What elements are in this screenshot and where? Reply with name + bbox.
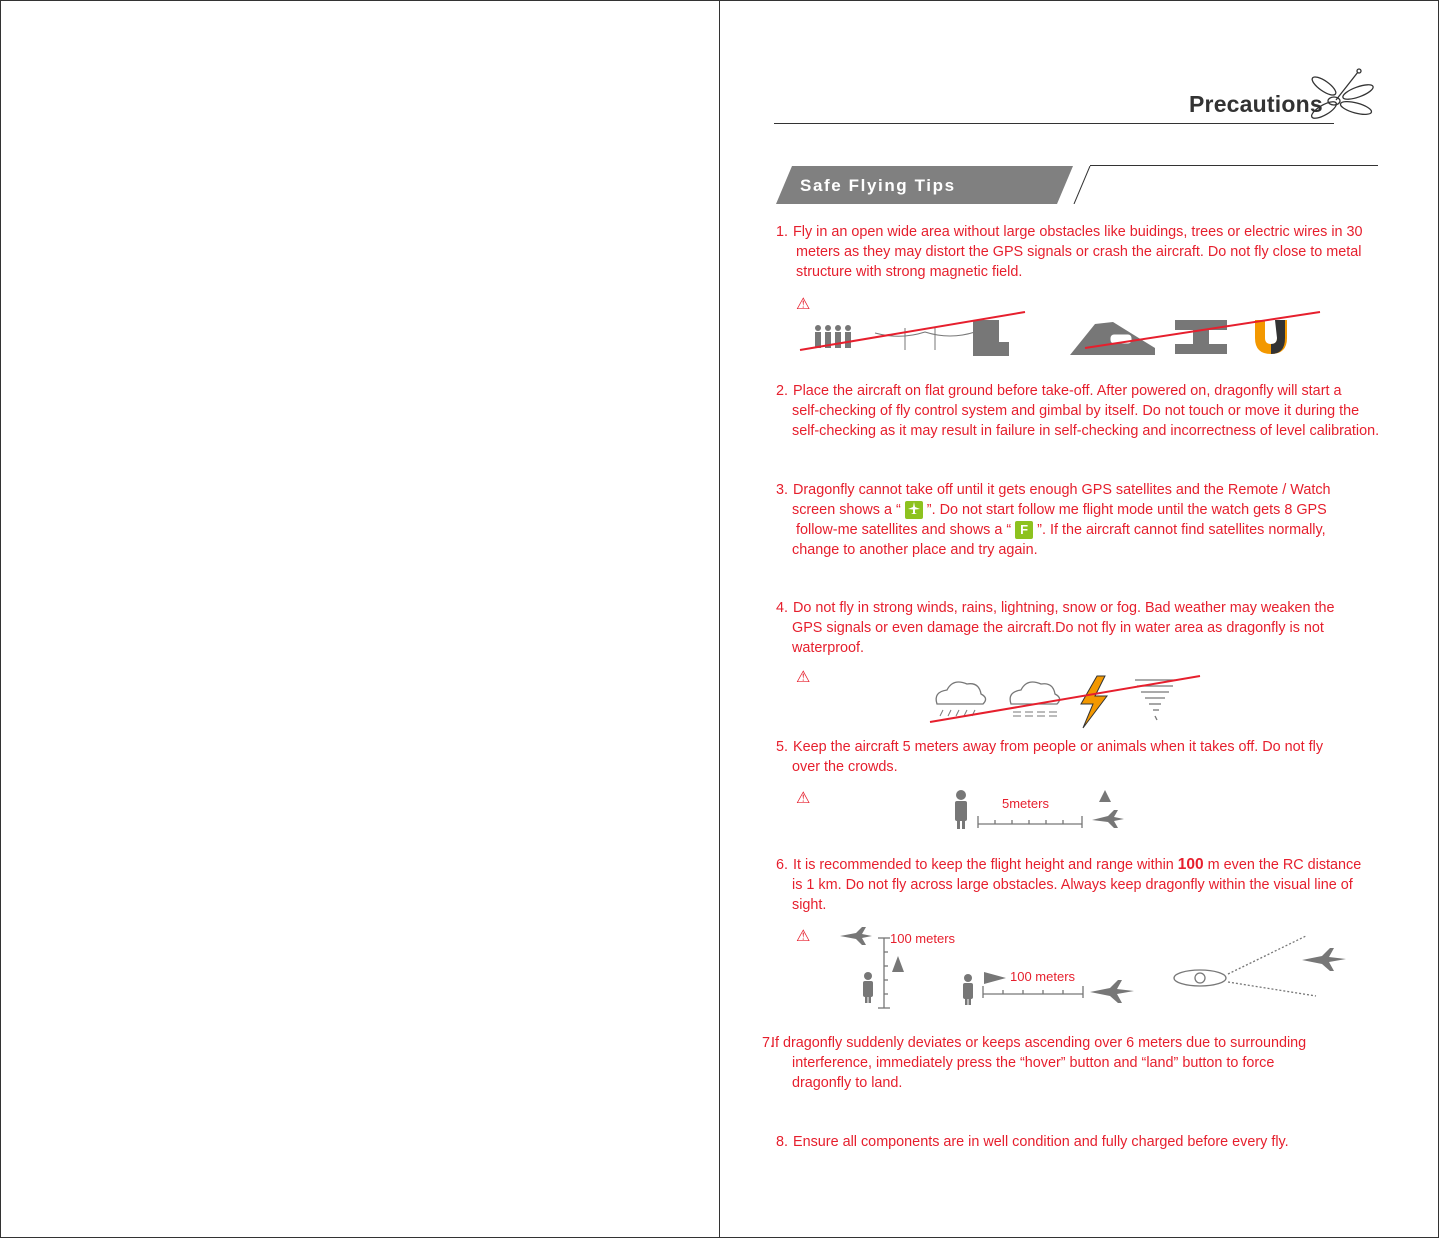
- tip-2: 2. Place the aircraft on flat ground before take-off. After powered on, dragonfly will start a self-checking of fly control system and gimbal by itself. Do not touch or move it during the self-checking as it may result in failure in self-checking and incorrectness of level calibration.: [776, 383, 1380, 439]
- person-icon: [863, 972, 873, 1003]
- tip-8: 8. Ensure all components are in well condition and fully charged before every fly.: [776, 1134, 1289, 1150]
- warning-icon: ⚠: [796, 928, 811, 945]
- tip-1: 1. Fly in an open wide area without large obstacles like buidings, trees or electric wires in 30 meters as they may distort the GPS signals or crash the aircraft. Do not fly close to metal structure with strong magnetic field.: [776, 224, 1363, 280]
- building-icon: [973, 320, 1009, 356]
- follow-me-f-icon: F: [1015, 521, 1033, 539]
- label-5-meters: 5meters: [1002, 796, 1049, 811]
- label-100-meters-height: 100 meters: [890, 931, 956, 946]
- section-rule: [1090, 165, 1378, 166]
- bad-weather-illustration: [925, 672, 1205, 732]
- power-line-icon: [875, 328, 975, 350]
- aircraft-high-icon: [840, 927, 872, 945]
- lightning-icon: [1081, 676, 1107, 728]
- rain-cloud-icon: [936, 682, 985, 704]
- tip-6: 6. It is recommended to keep the flight height and range within 100 m even the RC distance is 1 km. Do not fly across large obstacles. Always keep dragonfly within the visual line of sight.: [776, 856, 1362, 913]
- warning-icon: ⚠: [796, 296, 811, 313]
- label-100-meters-range: 100 meters: [1010, 969, 1076, 984]
- left-page-blank: [0, 0, 720, 1238]
- tip-5: 5. Keep the aircraft 5 meters away from people or animals when it takes off. Do not fly over the crowds.: [776, 739, 1324, 775]
- gps-aircraft-icon: [905, 501, 923, 519]
- header-rule: [774, 123, 1334, 124]
- aircraft-far-icon: [1302, 948, 1346, 971]
- dragonfly-logo-icon: [1300, 66, 1380, 130]
- aircraft-icon: [1092, 810, 1124, 828]
- person-icon: [963, 974, 973, 1005]
- tip-7: 7. If dragonfly suddenly deviates or keeps ascending over 6 meters due to surrounding interference, immediately press the “hover” button and “land” button to force dragonfly to land.: [762, 1035, 1307, 1091]
- arrow-right-icon: [984, 972, 1006, 984]
- aircraft-range-icon: [1090, 980, 1134, 1003]
- person-icon: [956, 790, 966, 800]
- tip-3: 3. Dragonfly cannot take off until it gets enough GPS satellites and the Remote / Watch screen shows a “ ”. Do not start follow me flight mode until the watch gets 8 GPS follow-me satellites and shows a “ F ”. If the aircraft cannot find satellites normally, change to another place and try again.: [776, 482, 1331, 558]
- arrow-up-icon: [892, 956, 904, 972]
- metal-structure-icon: [1175, 320, 1227, 354]
- arrow-up-icon: [1099, 790, 1111, 802]
- section-title: Safe Flying Tips: [800, 176, 956, 195]
- warning-icon: ⚠: [796, 669, 811, 686]
- obstacles-illustration: [795, 300, 1335, 362]
- page-title: Precautions: [1189, 91, 1323, 117]
- warning-icon: ⚠: [796, 790, 811, 807]
- tip-4: 4. Do not fly in strong winds, rains, lightning, snow or fog. Bad weather may weaken the GPS signals or even damage the aircraft.Do not fly in water area as dragonfly is not waterproof.: [776, 600, 1335, 656]
